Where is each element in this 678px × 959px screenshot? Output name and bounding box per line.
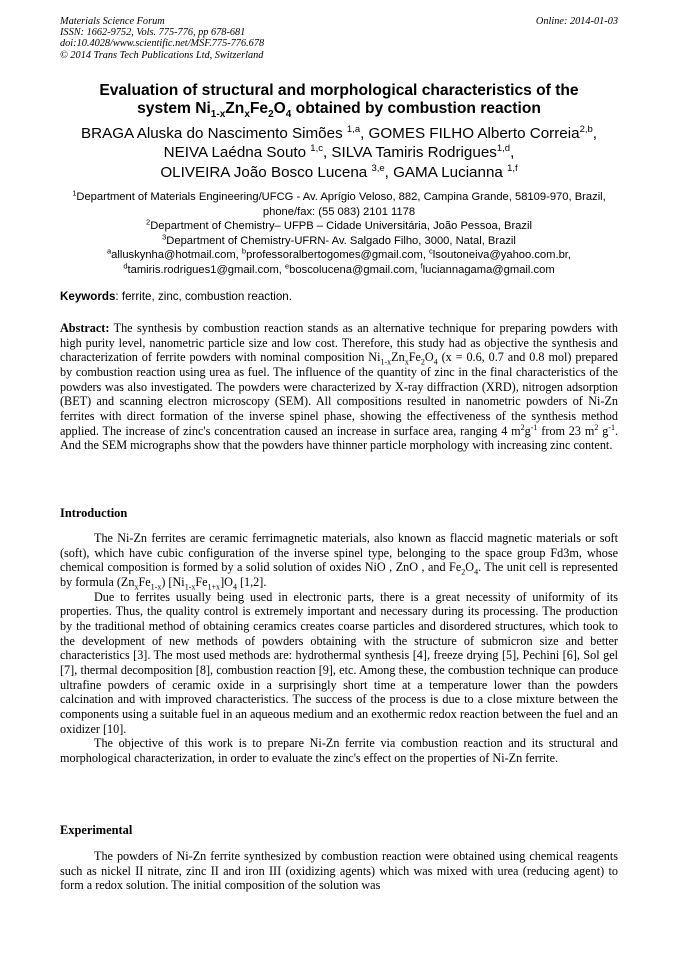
title-line-2 [60,100,618,121]
title-subscript: x [244,109,250,121]
formula-subscript: 1-x [184,582,196,592]
affiliation-1 [60,190,618,219]
email-mark: e [285,261,290,271]
author-affil-mark: 1,a [346,123,361,135]
formula-subscript: 4 [474,567,479,577]
author-separator: , [510,144,515,162]
author-affil-mark: 3,e [371,162,385,174]
title-text: obtained by combustion reaction [291,100,541,117]
body-text: Fe [195,574,208,589]
unit-superscript: -1 [608,422,615,432]
author-list [60,124,618,182]
section-heading-experimental: Experimental [60,823,133,837]
unit-superscript: 2 [520,422,525,432]
keywords-text: : ferrite, zinc, combustion reaction. [115,290,292,303]
author-name: , SILVA Tamiris Rodrigues [322,144,497,162]
abstract [60,321,618,453]
title-subscript: 2 [268,109,274,121]
affil-mark: 2 [146,217,151,227]
experimental-paragraph-1: The powders of Ni-Zn ferrite synthesized by combustion reaction were obtained using chemical reagents such as nickel II nitrate, zinc II and iron III (oxidizing agents) which was mixed with urea (reducing agent) to form a redox solution. The initial composition of the solution was [60,849,618,893]
email-mark: b [241,246,247,256]
title-text: Fe [249,100,269,117]
body-text: ) [Ni [161,574,185,589]
abstract-text: . And the SEM micrographs show that the powders have thinner particle morphology with increasing zinc content. [60,423,619,453]
intro-paragraph-3: The objective of this work is to prepare Ni-Zn ferrite via combustion reaction and its structural and morphological characterization, in order to evaluate the zinc's effect on the properties of Ni-Zn ferrite. [60,736,618,765]
issn-line: ISSN: 1662-9752, Vols. 775-776, pp 678-681 [60,27,246,39]
abstract-text: Zn [391,350,405,365]
affil-mark: 1 [72,188,77,198]
intro-paragraph-1 [60,531,618,590]
emails-line-2 [60,263,618,278]
title-subscript: 4 [285,109,292,121]
copyright-line: © 2014 Trans Tech Publications Ltd, Switzerland [60,49,264,61]
formula-subscript: x [387,357,392,367]
keywords [60,290,618,304]
author-name: OLIVEIRA João Bosco Lucena [160,163,372,181]
journal-header [60,16,618,61]
author-name: NEIVA Laédna Souto [163,144,311,162]
email-mark: a [106,246,112,256]
intro-paragraph-2: Due to ferrites usually being used in electronic parts, there is a great necessity of uniformity of its properties. Thus, the quality control is extremely important and necessary during its processing. The production by the traditional method of obtaining ceramics creates coarse particles and disordered structures, which took to the development of new methods of powders obtaining with the structure of submicron size and better characteristics [3]. The most used methods are: hydrothermal synthesis [4], freeze drying [5], Pechini [6], Sol gel [7], thermal decomposition [8], combustion reaction [9], etc. Among these, the combustion technique can produce ultrafine powders of ceramic oxide in a surprisingly short time at a temperature lower than the powders calcination and with improved characteristics. The success of the process is due to a close mixture between the components using a suitable fuel in an aqueous medium and an exothermic redox reaction between the fuel and an oxidizer [10]. [60,589,618,736]
journal-name: Materials Science Forum [60,16,165,27]
experimental-section [60,849,618,893]
formula-subscript: 1+x [207,582,221,592]
author-line-3 [60,163,618,182]
title-text: O [273,100,286,117]
author-affil-mark: 1,d [496,143,511,155]
abstract-text: g [524,423,531,438]
affil-text: Department of Chemistry– UFPB – Cidade Universitária, João Pessoa, Brazil [150,220,532,233]
abstract-text: from 23 m [537,423,595,438]
affiliations [60,190,618,278]
email-address[interactable]: luciannagama@gmail.com [422,263,555,276]
author-name: BRAGA Aluska do Nascimento Simões [80,125,347,142]
formula-subscript: x [404,357,409,367]
formula-subscript: 4 [433,357,438,367]
abstract-label: Abstract: [60,321,110,335]
body-text: The Ni-Zn ferrites are ceramic ferrimagnetic materials, also known as flaccid magnetic materials or soft (soft), which have cubic configuration of the inverse spinel type, belonging to the space group Fd3m, whose chemical composition is formed by a solid solution of oxides NiO , ZnO , and Fe [60,531,618,575]
affiliation-2 [60,219,618,234]
abstract-text: g [598,423,609,438]
body-text: . The unit cell is represented by formula (Zn [60,560,618,589]
author-name: , GAMA Lucianna [384,163,508,181]
affil-text: Department of Chemistry-UFRN- Av. Salgado Filho, 3000, Natal, Brazil [166,234,516,247]
email-address[interactable]: professoralbertogomes@gmail.com, [246,249,430,262]
paper-title [60,82,618,121]
title-line-1: Evaluation of structural and morphological characteristics of the [99,82,579,99]
formula-subscript: 4 [232,582,237,592]
author-affil-mark: 1,f [507,162,518,174]
doi-line[interactable]: doi:10.4028/www.scientific.net/MSF.775-776.678 [60,38,265,50]
formula-subscript: x [134,582,139,592]
author-line-1 [60,124,618,143]
email-mark: f [420,261,423,271]
formula-subscript: 1-x [150,582,162,592]
formula-subscript: 1- [380,357,388,367]
body-text: [1,2]. [236,574,267,589]
body-text: O [465,560,475,575]
formula-subscript: 2 [461,567,466,577]
section-heading-introduction: Introduction [60,506,128,520]
email-mark: d [123,261,128,271]
email-address[interactable]: alluskynha@hotmail.com, [111,249,242,262]
author-affil-mark: 2,b [579,123,593,135]
email-mark: c [429,246,433,256]
body-text: ]O [220,574,233,589]
title-text: Zn [225,100,245,117]
body-text: Fe [138,574,151,589]
unit-superscript: 2 [594,422,599,432]
affil-mark: 3 [162,232,167,242]
abstract-text: (x = 0.6, 0.7 and 0.8 mol) prepared by combustion reaction using urea as fuel. The influence of the quantity of zinc in the final characteristics of the powders was also investigated. The powders were characterized by X-ray diffraction (XRD), nitrogen adsorption (BET) and scanning electron microscopy (SEM). All compositions resulted in nanometric powders of Ni-Zn ferrites with direct formation of the inverse spinel phase, showing the effectiveness of the synthesis method applied. The increase of zinc's concentration caused an increase in surface area, ranging 4 m [60,350,618,438]
author-name: , GOMES FILHO Alberto Correia [360,125,580,142]
email-address[interactable]: lsoutoneiva@yahoo.com.br, [432,249,572,262]
online-date: Online: 2014-01-03 [535,16,618,27]
affiliation-3 [60,234,618,249]
emails-line-1 [60,248,618,263]
abstract-paragraph [60,321,618,453]
author-affil-mark: 1,c [310,143,323,155]
formula-subscript: 2 [420,357,425,367]
author-line-2 [60,143,618,162]
keywords-label: Keywords [60,290,116,303]
abstract-text: O [424,350,434,365]
title-subscript: 1-x [210,109,226,121]
abstract-text: The synthesis by combustion reaction stands as an alternative technique for preparing powders with high purity level, nanometric particle size and low cost. Therefore, this study had as objective the synthesis and characterization of ferrite powders with nominal composition Ni [60,321,618,365]
author-separator: , [592,125,598,142]
affil-text: Department of Materials Engineering/UFCG - Av. Aprígio Veloso, 882, Campina Grande, 58109-970, Brazil, phone/fax: (55 083) 2101 1178 [76,191,606,218]
title-text: system Ni [137,100,211,117]
abstract-text: Fe [408,350,421,365]
introduction-section [60,531,618,766]
unit-superscript: -1 [530,422,538,432]
email-address[interactable]: boscolucena@gmail.com, [289,263,421,276]
email-address[interactable]: tamiris.rodrigues1@gmail.com, [127,263,285,276]
